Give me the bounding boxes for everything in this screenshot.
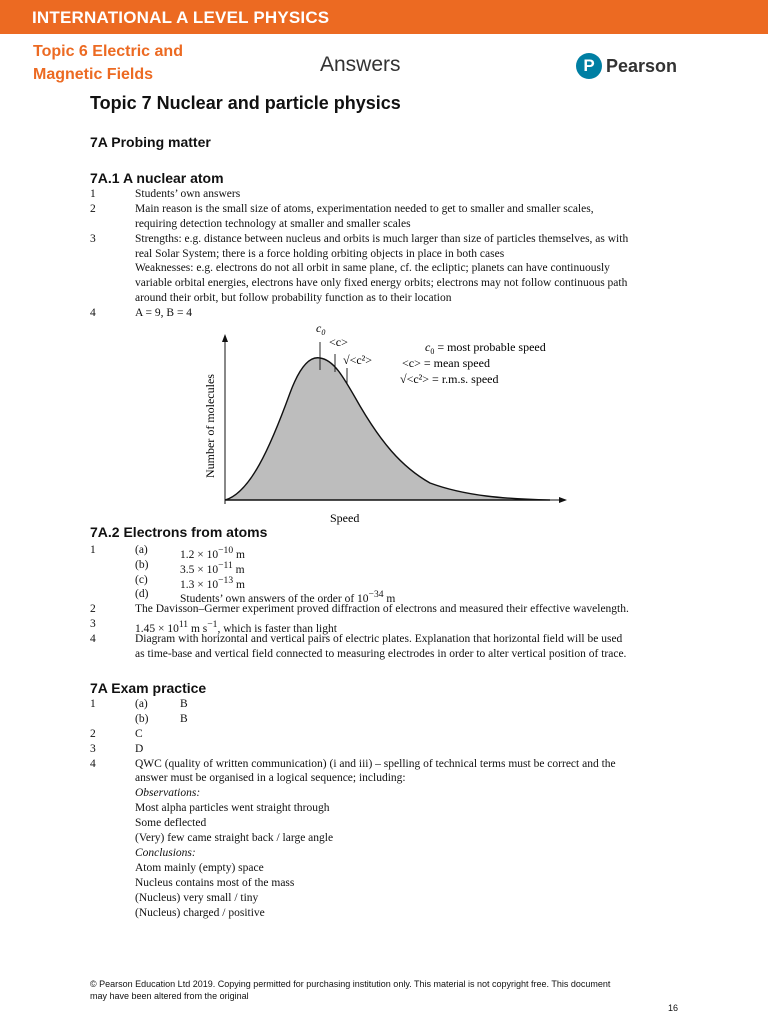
pearson-logo-icon: P	[576, 53, 602, 79]
q-number: 2	[90, 603, 96, 615]
label-c0: $c_0$	[316, 321, 326, 337]
answer-text: QWC (quality of written communication) (i and iii) – spelling of technical terms must be correct and the	[135, 758, 616, 770]
banner-title: INTERNATIONAL A LEVEL PHYSICS	[32, 8, 330, 27]
answer-value: C	[135, 728, 143, 740]
answer-text: (Nucleus) charged / positive	[135, 907, 265, 919]
answer-value: $3.5 \times 10^{-11}$ m	[180, 560, 245, 576]
answer-text: variable orbital energies, electrons have only fixed energy orbits; electrons may not follow continuous path	[135, 277, 628, 289]
page-number: 16	[668, 1003, 679, 1013]
answer-text: Weaknesses: e.g. electrons do not all orbit in same plane, cf. the ecliptic; planets can have continuously	[135, 262, 610, 274]
answer-text: Diagram with horizontal and vertical pairs of electric plates. Explanation that horizontal field will be used	[135, 633, 623, 645]
answer-text: requiring detection technology at smaller and smaller scales	[135, 218, 411, 230]
answer-text: (Very) few came straight back / large angle	[135, 832, 334, 844]
answer-text: The Davisson–Germer experiment proved diffraction of electrons and measured their effective wavelength.	[135, 603, 629, 615]
answer-text: Nucleus contains most of the mass	[135, 877, 295, 889]
speed-distribution-graph	[195, 318, 575, 528]
answer-text: Students’ own answers	[135, 188, 241, 200]
answer-value: Students’ own answers of the order of $10^{-34}$ m	[180, 589, 396, 605]
answer-text: Main reason is the small size of atoms, experimentation needed to get to smaller and smaller scales,	[135, 203, 594, 215]
legend-mean: <c> = mean speed	[402, 356, 490, 370]
answer-text: Atom mainly (empty) space	[135, 862, 264, 874]
section-label: Answers	[320, 53, 401, 76]
q-number: 4	[90, 307, 96, 319]
q-number: 4	[90, 633, 96, 645]
answer-text: Strengths: e.g. distance between nucleus and orbits is much larger than size of particles themselves, as with	[135, 233, 629, 245]
q-number: 4	[90, 758, 96, 770]
q-number: 3	[90, 743, 96, 755]
answer-text: Most alpha particles went straight through	[135, 802, 330, 814]
pearson-logo	[576, 53, 677, 79]
y-axis-arrow	[222, 334, 228, 342]
answer-value: D	[135, 743, 144, 755]
answer-text: real Solar System; there is a force holding orbiting objects in place in both cases	[135, 248, 505, 260]
x-axis-arrow	[559, 497, 567, 503]
answer-text: answer must be organised in a logical sequence; including:	[135, 772, 406, 784]
footer-line-2: may have been altered from the original	[90, 991, 249, 1001]
label-mean: <c>	[329, 335, 348, 349]
part-label: (b)	[135, 559, 149, 571]
section-7a1-heading: 7A.1 A nuclear atom	[90, 170, 224, 186]
topic-line-1: Topic 6 Electric and	[33, 43, 183, 60]
answer-text: around their orbit, but follow probability function as to their location	[135, 292, 452, 304]
answer-text: Some deflected	[135, 817, 207, 829]
answer-value: $1.3 \times 10^{-13}$ m	[180, 575, 245, 591]
page-title: Topic 7 Nuclear and particle physics	[90, 93, 401, 113]
pearson-logo-text: Pearson	[606, 55, 678, 76]
footer-line-1: © Pearson Education Ltd 2019. Copying permitted for purchasing institution only. This material is not copyright free. This document	[90, 979, 611, 989]
part-label: (c)	[135, 574, 148, 586]
label-rms: √<c²>	[343, 353, 373, 367]
answer-value: $1.45 \times 10^{11}$ m $s^{-1}$, which is faster than light	[135, 619, 337, 635]
conclusions-label: Conclusions:	[135, 847, 196, 859]
top-banner	[0, 0, 768, 34]
topic-line-2: Magnetic Fields	[33, 66, 154, 83]
q-number: 1	[90, 544, 96, 556]
legend-rms: √<c²> = r.m.s. speed	[400, 372, 499, 386]
answer-value: $1.2 \times 10^{-10}$ m	[180, 545, 245, 561]
part-label: (b)	[135, 713, 149, 725]
part-label: (d)	[135, 588, 149, 600]
answer-text: A = 9, B = 4	[135, 307, 193, 319]
copyright-footer	[90, 978, 690, 1002]
q-number: 1	[90, 698, 96, 710]
observations-label: Observations:	[135, 787, 201, 799]
q-number: 3	[90, 618, 96, 630]
x-axis-label: Speed	[330, 511, 360, 525]
part-label: (a)	[135, 698, 148, 710]
answer-value: B	[180, 698, 188, 710]
legend-c0: $c_0$ = most probable speed	[425, 340, 546, 356]
y-axis-label: Number of molecules	[203, 374, 217, 478]
q-number: 3	[90, 233, 96, 245]
topic-heading	[33, 40, 183, 86]
part-label: (a)	[135, 544, 148, 556]
exam-practice-heading: 7A Exam practice	[90, 680, 207, 696]
probing-heading: 7A Probing matter	[90, 134, 211, 150]
q-number: 2	[90, 728, 96, 740]
answer-text: (Nucleus) very small / tiny	[135, 892, 259, 904]
distribution-area	[225, 358, 550, 500]
q-number: 2	[90, 203, 96, 215]
answer-text: as time-base and vertical field connected to measuring electrodes in order to alter vertical position of trace.	[135, 648, 627, 660]
q-number: 1	[90, 188, 96, 200]
section-7a2-heading: 7A.2 Electrons from atoms	[90, 524, 268, 540]
answer-value: B	[180, 713, 188, 725]
